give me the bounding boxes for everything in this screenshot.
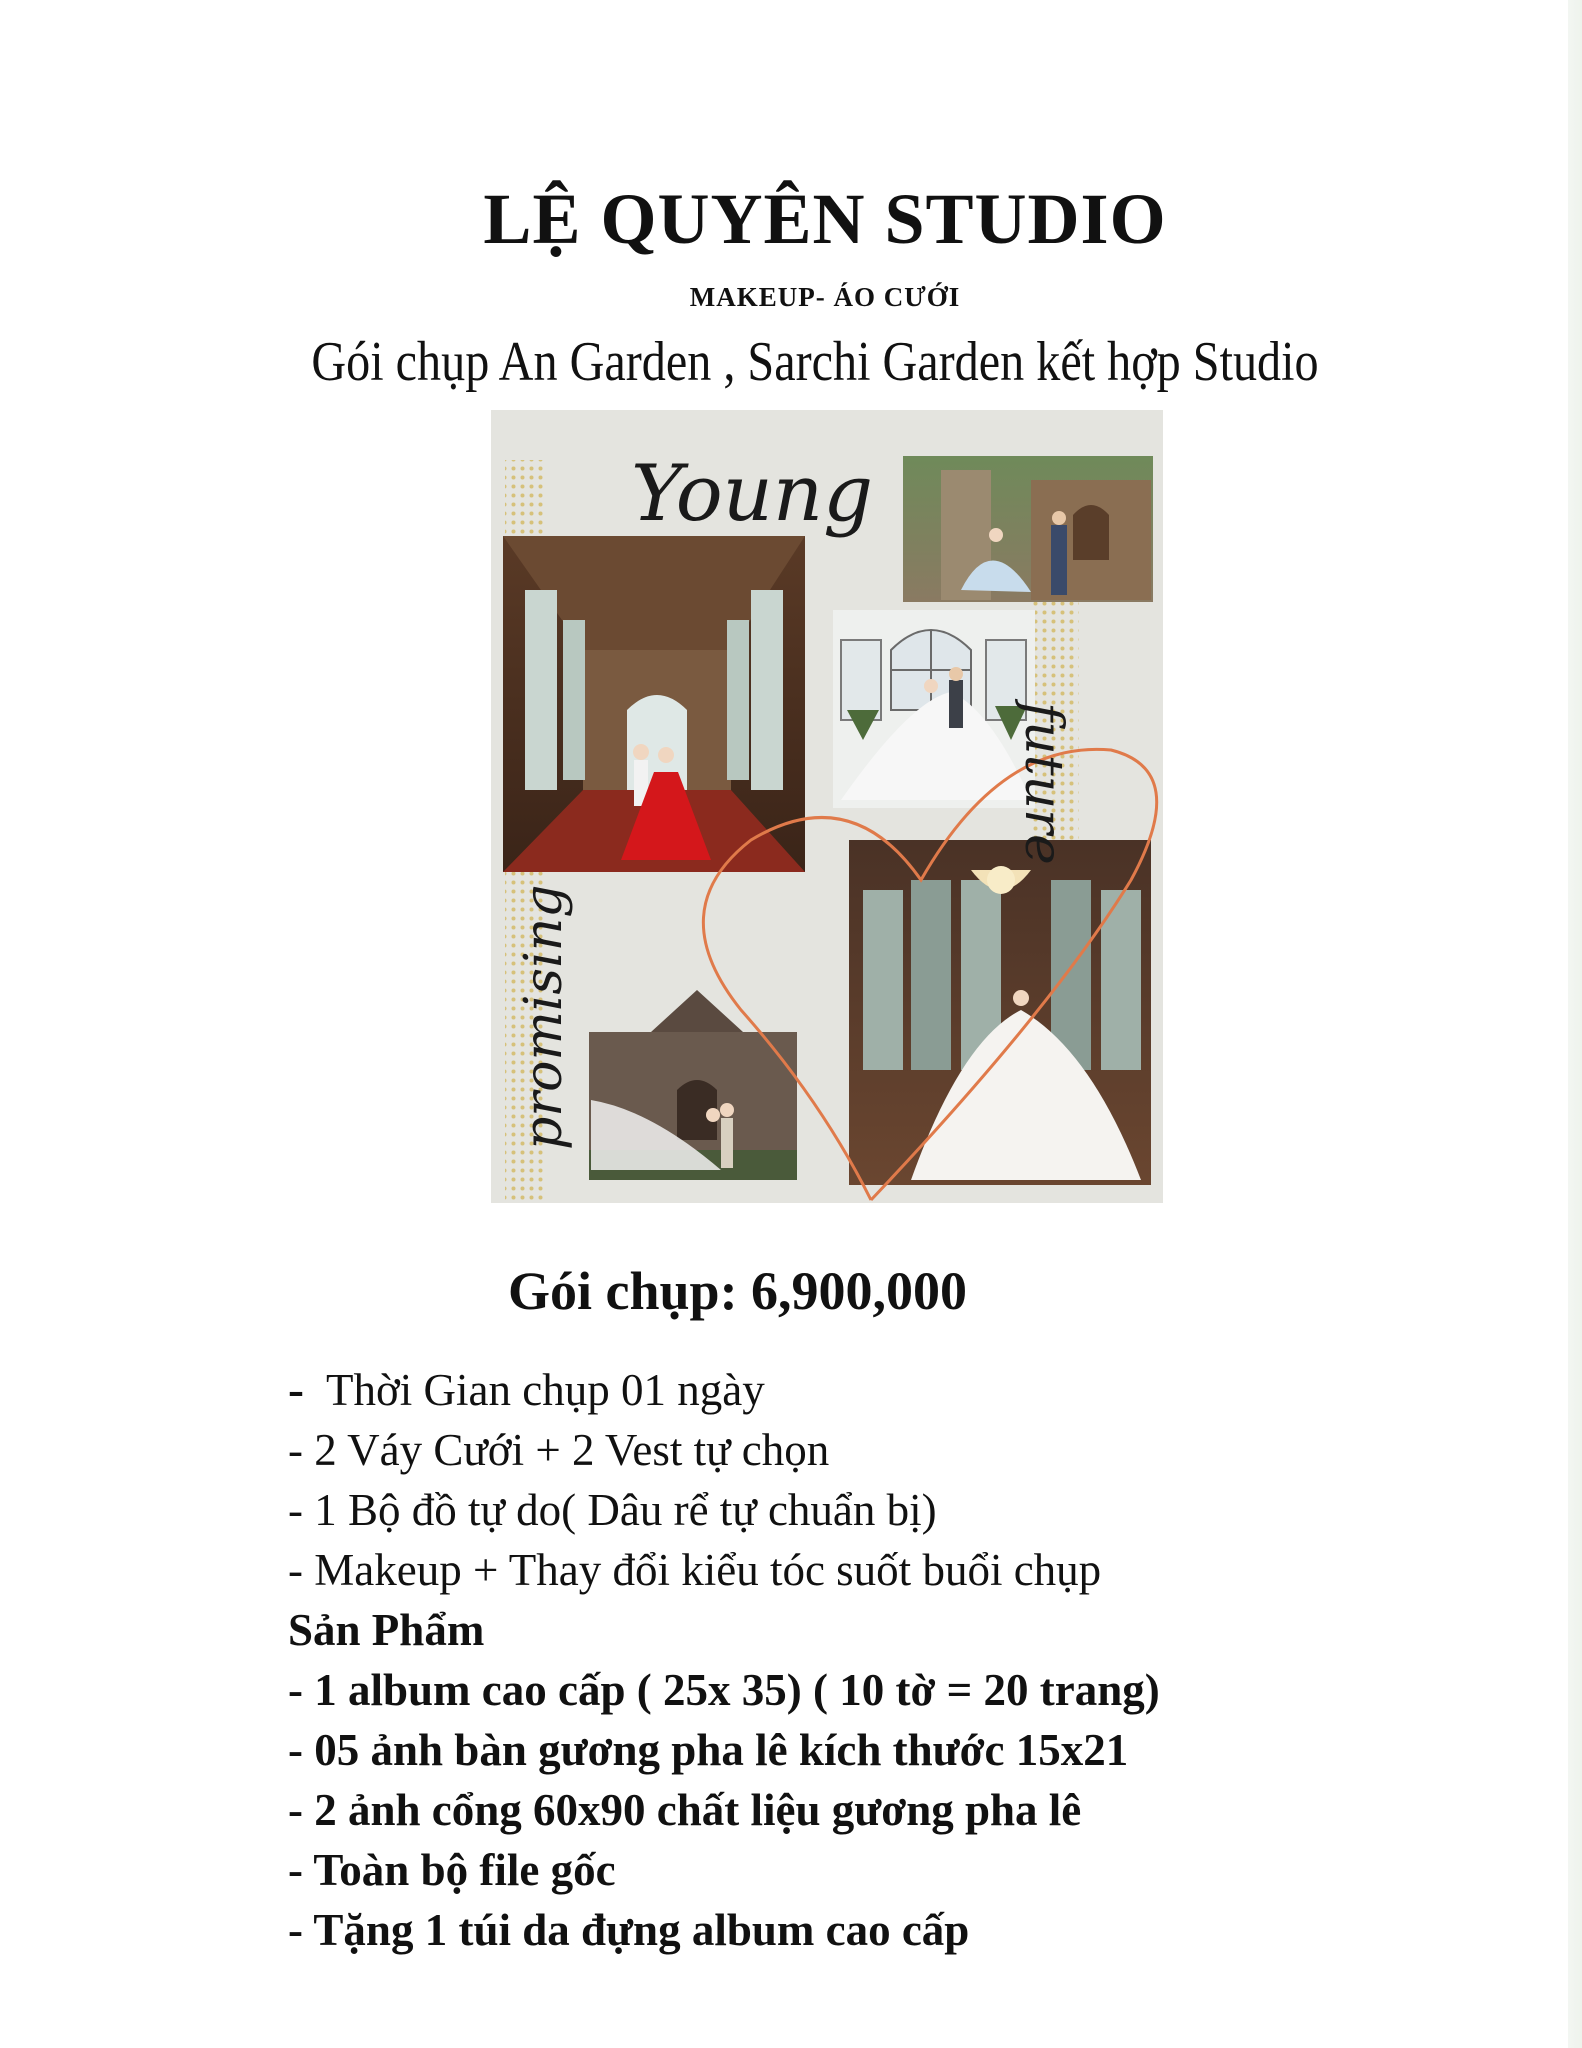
products-heading: Sản Phẩm — [288, 1605, 485, 1655]
photo-church — [589, 990, 797, 1180]
detail-item-text: Thời Gian chụp 01 ngày — [325, 1365, 765, 1415]
photo-castle — [903, 456, 1153, 602]
package-details — [288, 1360, 1468, 1960]
detail-item: - 1 Bộ đồ tự do( Dâu rể tự chuẩn bị) — [288, 1485, 937, 1535]
studio-subtitle: MAKEUP- ÁO CƯỚI — [689, 282, 961, 312]
detail-item: - Makeup + Thay đổi kiểu tóc suốt buổi chụp — [288, 1545, 1102, 1595]
product-item: - Toàn bộ file gốc — [288, 1845, 616, 1895]
product-item: - Tặng 1 túi da đựng album cao cấp — [288, 1905, 970, 1955]
photo-white-room — [833, 610, 1035, 808]
script-word-future: future — [1013, 702, 1073, 865]
script-word-young: Young — [631, 449, 874, 539]
product-item: - 05 ảnh bàn gương pha lê kích thước 15x21 — [288, 1725, 1129, 1775]
script-word-promising: promising — [514, 884, 574, 1150]
detail-item — [288, 1360, 1468, 1420]
photo-chandelier-room — [849, 840, 1151, 1185]
package-price: Gói chụp: 6,900,000 — [508, 1261, 968, 1321]
photo-corridor — [503, 536, 805, 872]
detail-item: - 2 Váy Cưới + 2 Vest tự chọn — [288, 1425, 830, 1475]
wedding-photo-collage — [491, 410, 1163, 1203]
studio-name: LỆ QUYÊN STUDIO — [483, 179, 1167, 259]
detail-dash: - — [288, 1363, 304, 1416]
package-title: Gói chụp An Garden , Sarchi Garden kết hợp Studio — [311, 331, 1319, 393]
product-item: - 2 ảnh cổng 60x90 chất liệu gương pha lê — [288, 1785, 1082, 1835]
product-item: - 1 album cao cấp ( 25x 35) ( 10 tờ = 20 trang) — [288, 1665, 1160, 1715]
